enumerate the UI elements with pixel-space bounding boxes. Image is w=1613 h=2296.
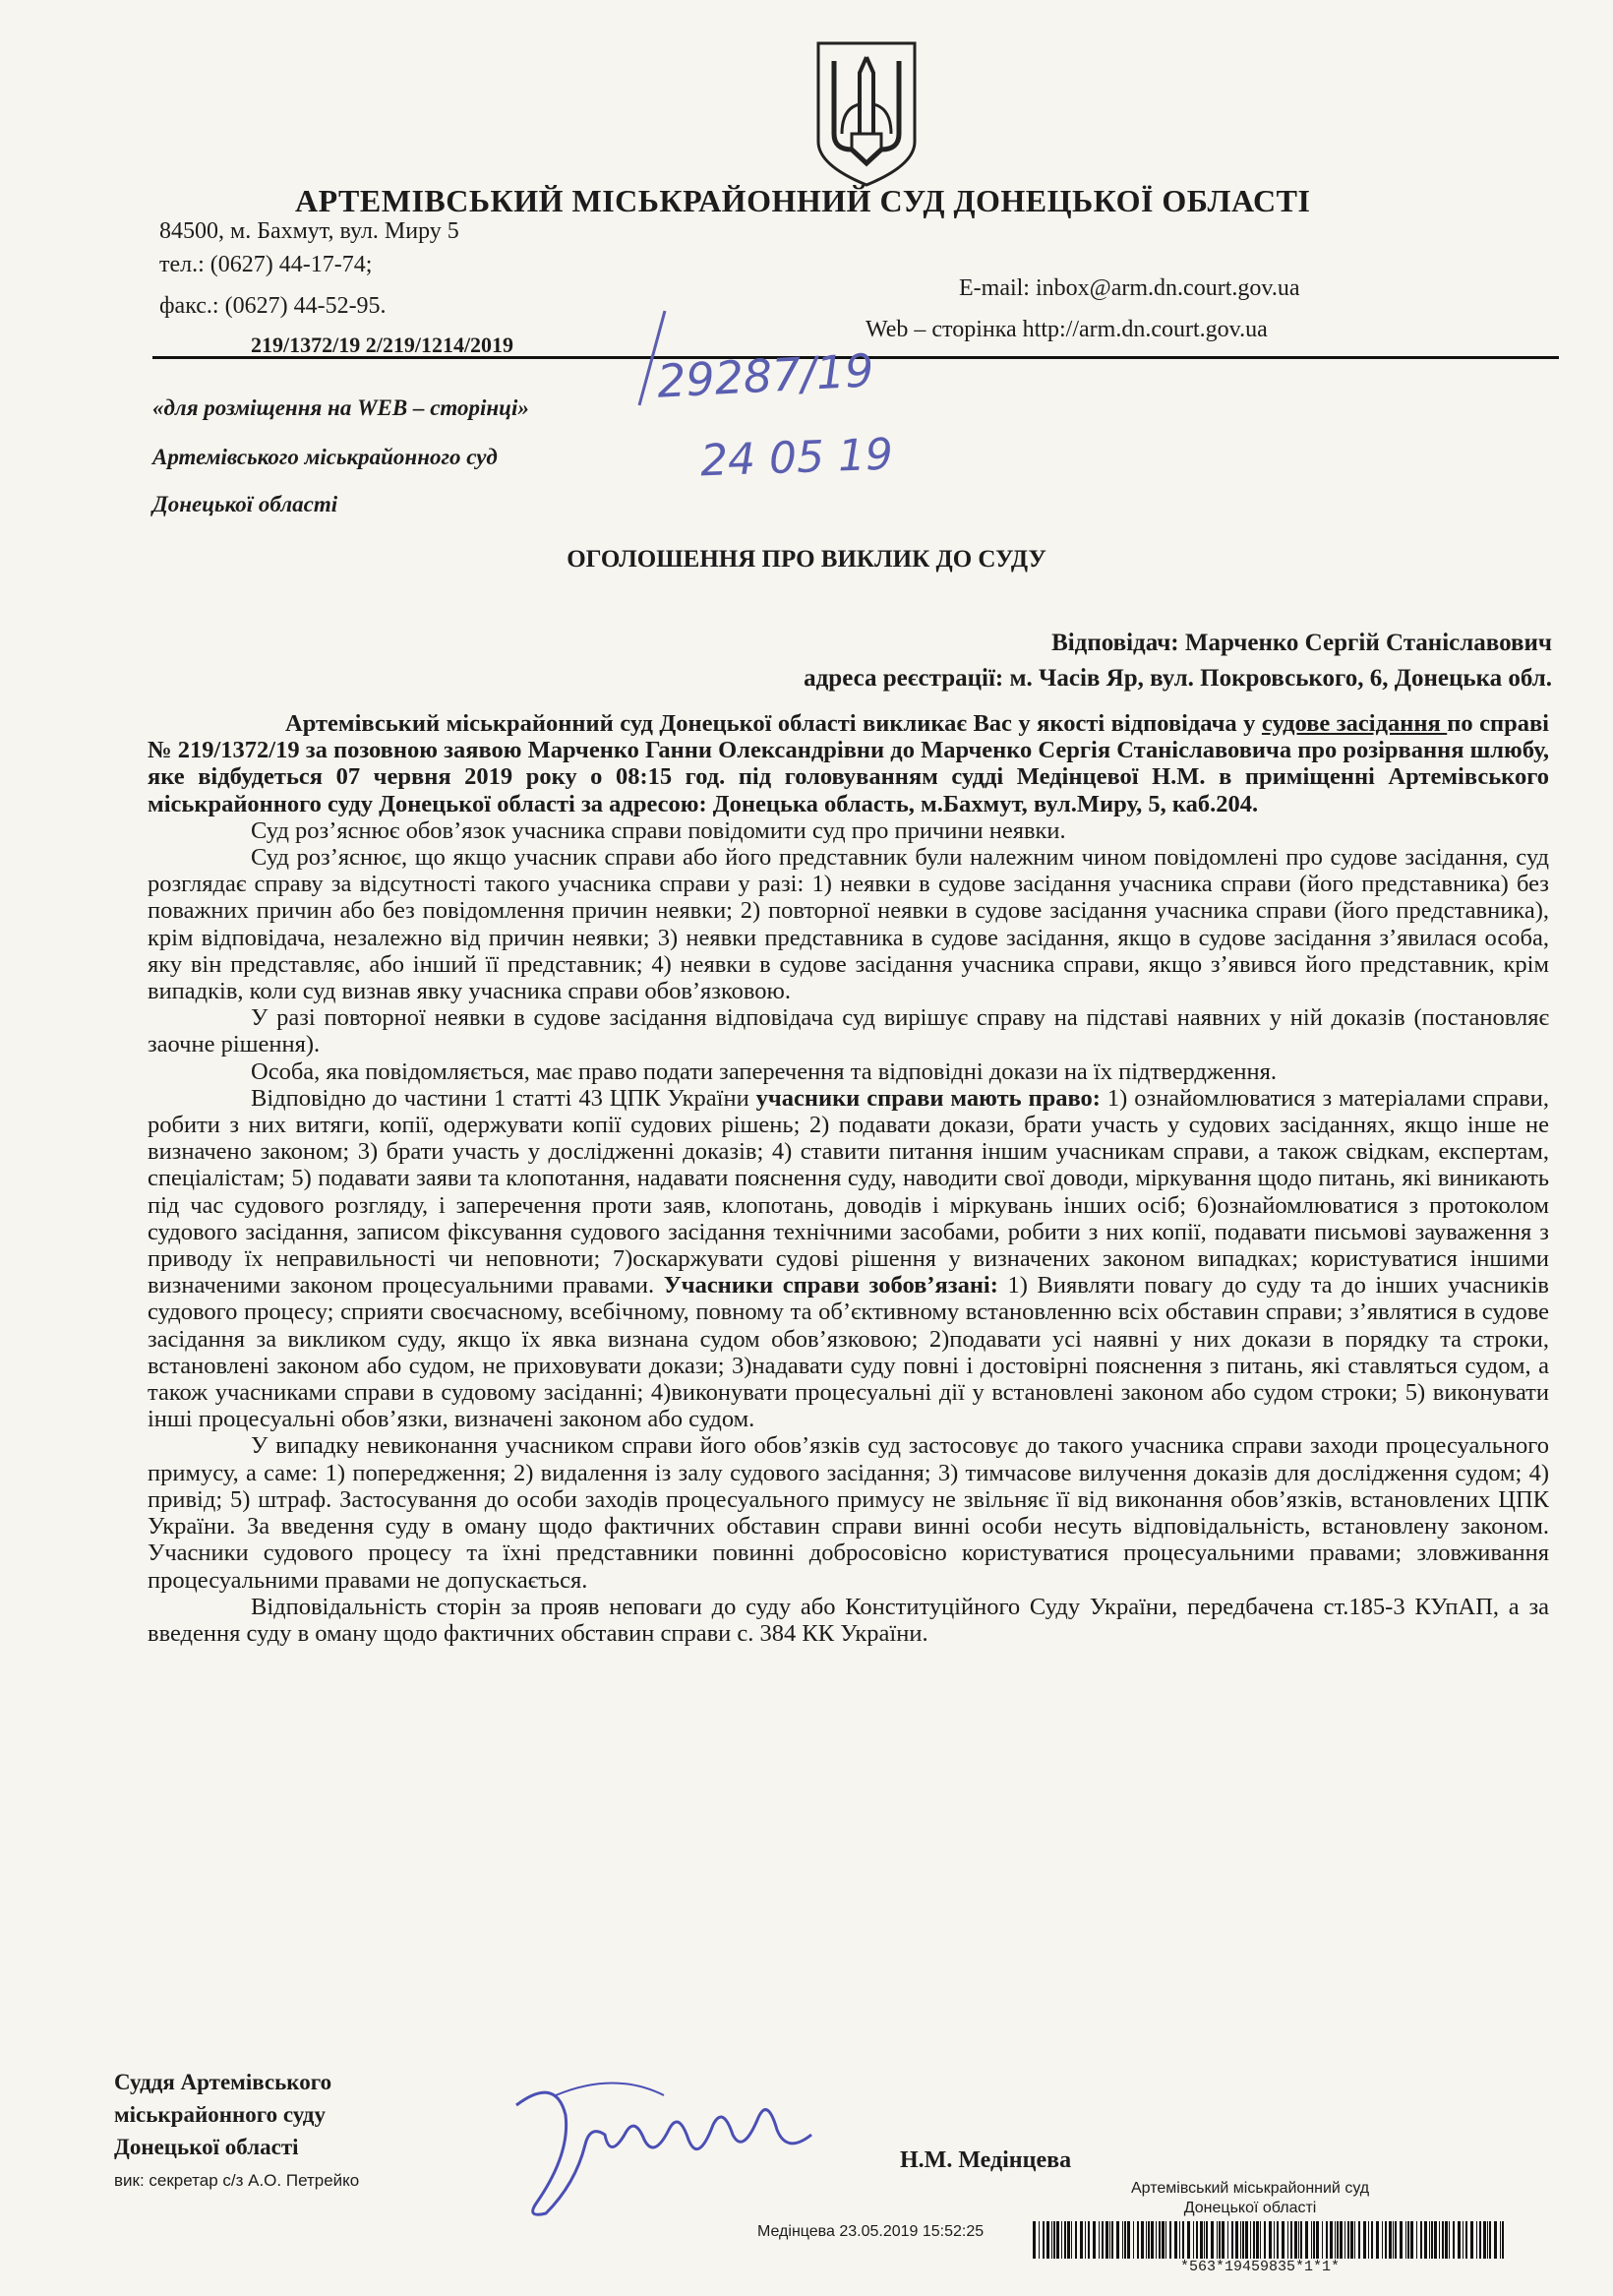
court-website: Web – сторінка http://arm.dn.court.gov.ua bbox=[866, 317, 1268, 342]
publication-note-line1: «для розміщення на WEB – сторінці» bbox=[152, 395, 529, 420]
e-signature-timestamp: Медінцева 23.05.2019 15:52:25 bbox=[757, 2223, 985, 2240]
handwritten-reg-number: 29287/19 bbox=[655, 343, 875, 408]
handwritten-date: 24 05 19 bbox=[699, 429, 894, 487]
secretary-note: вик: секретар с/з А.О. Петрейко bbox=[114, 2171, 360, 2190]
court-phone: тел.: (0627) 44-17-74; bbox=[159, 252, 373, 277]
publication-note-line3: Донецької області bbox=[152, 492, 338, 516]
paragraph-liability: Відповідальність сторін за прояв неповаги до суду або Конституційного Суду України, передбачена ст.185-3 КУпАП, а за введення суду в оману щодо фактичних обставин справи с. 384 КК України. bbox=[148, 1593, 1549, 1647]
handwritten-signature bbox=[497, 2066, 831, 2223]
notice-heading: ОГОЛОШЕННЯ ПРО ВИКЛИК ДО СУДУ bbox=[567, 546, 1046, 573]
paragraph-coercion: У випадку невиконання учасником справи його обов’язків суд застосовує до такого учасника справи заходи процесуального примусу, а саме: 1) попередження; 2) видалення із залу судового засідання; 3) тимчасове вилучення доказів для дослідження судом; 4) привід; 5) штраф. Застосування до особи заходів процесуального примусу не звільняє її від виконання обов’язків, встановлених ЦПК України. За введення суду в оману щодо фактичних обставин справи винні особи несуть відповідальність, встановлену законом. Учасники судового процесу та їхні представники повинні добросовісно користуватися процесуальними правами; зловживання процесуальними правами не допускається. bbox=[148, 1432, 1549, 1594]
judge-title: Суддя Артемівського міськрайонного суду Донецької області bbox=[114, 2070, 332, 2159]
court-fax: факс.: (0627) 44-52-95. bbox=[159, 293, 387, 319]
paragraph-absence-duty: Суд роз’яснює обов’язок учасника справи повідомити суд про причини неявки. bbox=[251, 816, 1066, 844]
paragraph-repeat-absence: У разі повторної неявки в судове засідання відповідача суд вирішує справу на підставі наявних у ній доказів (постановляє заочне рішення). bbox=[148, 1004, 1549, 1058]
court-title: АРТЕМІВСЬКИЙ МІСЬКРАЙОННИЙ СУД ДОНЕЦЬКОЇ ОБЛАСТІ bbox=[295, 183, 1311, 218]
defendant-address: адреса реєстрації: м. Часів Яр, вул. Покровського, 6, Донецька обл. bbox=[804, 665, 1552, 692]
coat-of-arms-icon bbox=[812, 39, 921, 189]
paragraph-summons: Артемівський міськрайонний суд Донецької області викликає Вас у якості відповідача у судове засідання по справі № 219/1372/19 за позовною заявою Марченко Ганни Олександрівни до Марченко Сергія Станіславовича про розірвання шлюбу, яке відбудеться 07 червня 2019 року о 08:15 год. під головуванням судді Медінцевої Н.М. в приміщенні Артемівського міськрайонного суду Донецької області за адресою: Донецька область, м.Бахмут, вул.Миру, 5, каб.204. bbox=[148, 710, 1549, 817]
case-numbers: 219/1372/19 2/219/1214/2019 bbox=[251, 332, 514, 357]
paragraph-absence-rules: Суд роз’яснює, що якщо учасник справи або його представник були належним чином повідомлені про судове засідання, суд розглядає справу за відсутності такого учасника справи у разі: 1) неявки в судове засідання учасника справи (його представника) без поважних причин або без повідомлення причин неявки; 2) повторної неявки в судове засідання учасника справи (його представника), крім відповідача, незалежно від причин неявки; 3) неявки представника в судове засідання, якщо в судове засідання з’явилася особа, яку він представляє, або інший її представник; 4) неявки в судове засідання учасника справи, якщо з’явився його представник, крім випадків, коли суд визнав явку учасника справи обов’язковою. bbox=[148, 844, 1549, 1005]
court-email: E-mail: inbox@arm.dn.court.gov.ua bbox=[959, 275, 1300, 301]
judge-name: Н.М. Медінцева bbox=[900, 2147, 1072, 2173]
barcode-icon bbox=[1033, 2221, 1505, 2259]
barcode-number: *563*19459835*1*1* bbox=[1180, 2259, 1341, 2275]
publication-note-line2: Артемівського міськрайонного суд bbox=[152, 445, 498, 469]
e-stamp-court: Артемівський міськрайонний суд Донецької області bbox=[1131, 2180, 1370, 2216]
court-session-link-text: судове засідання bbox=[1261, 710, 1448, 737]
paragraph-rights-duties: Відповідно до частини 1 статті 43 ЦПК України учасники справи мають право: 1) ознайомлюватися з матеріалами справи, робити з них витяги, копії, одержувати копії судових рішень; 2) подавати докази, брати участь у судових засіданнях, якщо інше не визначено законом; 3) брати участь у дослідженні доказів; 4) ставити питання іншим учасникам справи, а також свідкам, експертам, спеціалістам; 5) подавати заяви та клопотання, надавати пояснення суду, наводити свої доводи, міркування щодо питань, які виникають під час судового розгляду, і заперечення проти заяв, клопотань, доводів і міркувань інших осіб; 6)ознайомлюватися з протоколом судового засідання, записом фіксування судового засідання технічними засобами, робити з них копії, подавати письмові зауваження з приводу їх неправильності чи неповноти; 7)оскаржувати судові рішення у визначених законом випадках; користуватися іншими визначеними законом процесуальними правами. Учасники справи зобов’язані: 1) Виявляти повагу до суду та до інших учасників судового процесу; сприяти своєчасному, всебічному, повному та об’єктивному встановленню всіх обставин справи; з’являтися в судове засідання за викликом суду, якщо їх явка визнана судом обов’язковою; 2)подавати усі наявні у них докази в порядку та строки, встановлені законом або судом, не приховувати докази; 3)надавати суду повні і достовірні пояснення з питань, які ставляться судом, а також учасниками справи в судовому засіданні; 4)виконувати процесуальні дії у встановлені законом або судом строки; 5) виконувати інші процесуальні обов’язки, визначені законом або судом. bbox=[148, 1084, 1549, 1433]
court-address: 84500, м. Бахмут, вул. Миру 5 bbox=[159, 218, 459, 244]
defendant-name: Відповідач: Марченко Сергій Станіславович bbox=[1051, 630, 1552, 656]
notice-body bbox=[148, 710, 1549, 1647]
paragraph-objection-right: Особа, яка повідомляється, має право подати заперечення та відповідні докази на їх підтвердження. bbox=[251, 1057, 1277, 1085]
